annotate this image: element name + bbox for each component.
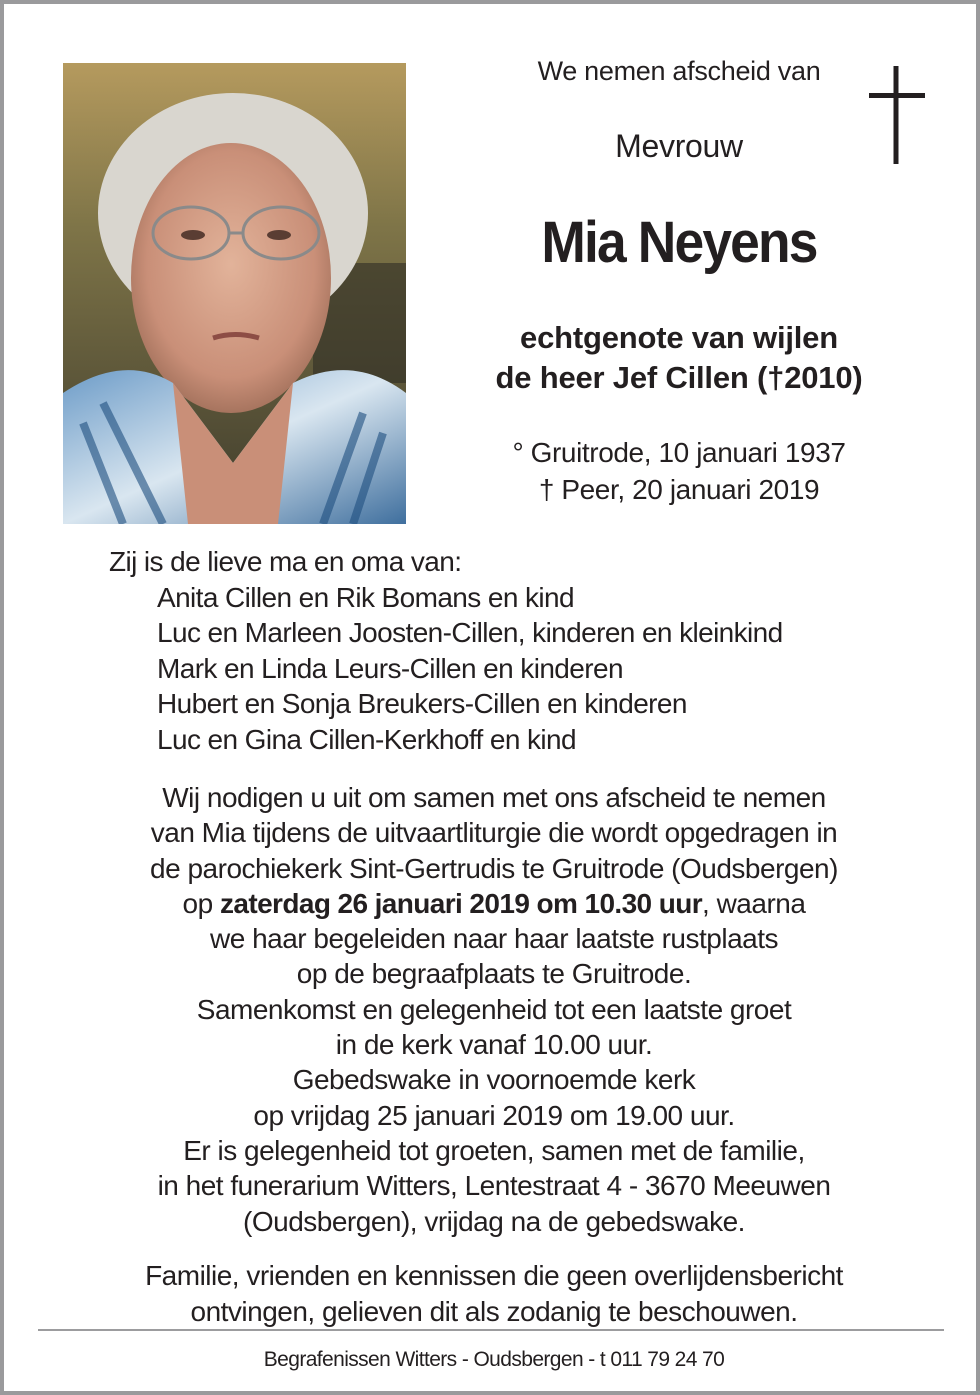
death-notice-card: [4, 4, 976, 1391]
family-heading: Zij is de lieve ma en oma van:: [109, 546, 462, 577]
spouse-line-2: de heer Jef Cillen (†2010): [495, 360, 863, 395]
cross-icon: [869, 66, 925, 164]
invitation-line: de parochiekerk Sint-Gertrudis te Gruitrode (Oudsbergen): [150, 852, 838, 884]
funeral-home-footer: Begrafenissen Witters - Oudsbergen - t 011 79 24 70: [263, 1348, 725, 1371]
closing-line: Familie, vrienden en kennissen die geen overlijdensbericht: [145, 1260, 843, 1291]
invitation-line: (Oudsbergen), vrijdag na de gebedswake.: [243, 1205, 745, 1237]
title-prefix: Mevrouw: [615, 128, 743, 164]
invitation-line: Er is gelegenheid tot groeten, samen met de familie,: [183, 1134, 805, 1166]
portrait-image: [63, 63, 406, 524]
life-dates: [444, 434, 914, 508]
funeral-invitation: [44, 780, 944, 1239]
invitation-line: we haar begeleiden naar haar laatste rustplaats: [210, 923, 778, 955]
invitation-line: Gebedswake in voornoemde kerk: [292, 1064, 696, 1096]
invitation-line: op vrijdag 25 januari 2019 om 19.00 uur.: [253, 1099, 735, 1131]
invitation-line: Samenkomst en gelegenheid tot een laatste groet: [196, 993, 792, 1025]
birth-date: ° Gruitrode, 10 januari 1937: [512, 437, 846, 468]
spouse-info: [444, 318, 914, 398]
closing-line: ontvingen, gelieven dit als zodanig te beschouwen.: [190, 1295, 798, 1327]
closing-note: [44, 1258, 944, 1329]
family-member: Luc en Gina Cillen-Kerkhoff en kind: [157, 723, 576, 755]
invitation-date-suffix: , waarna: [702, 887, 806, 919]
family-member: Hubert en Sonja Breukers-Cillen en kinderen: [157, 688, 687, 719]
invitation-line: van Mia tijdens de uitvaartliturgie die wordt opgedragen in: [150, 817, 838, 849]
family-member: Anita Cillen en Rik Bomans en kind: [157, 581, 574, 613]
invitation-line: in de kerk vanaf 10.00 uur.: [335, 1029, 653, 1061]
invitation-line: op de begraafplaats te Gruitrode.: [296, 958, 692, 990]
funeral-datetime: zaterdag 26 januari 2019 om 10.30 uur: [219, 887, 703, 919]
spouse-line-1: echtgenote van wijlen: [520, 320, 838, 355]
invitation-line: in het funerarium Witters, Lentestraat 4 - 3670 Meeuwen: [157, 1170, 831, 1202]
death-date: † Peer, 20 januari 2019: [538, 474, 820, 505]
deceased-name: Mia Neyens: [541, 210, 817, 275]
invitation-line-date: [44, 886, 944, 921]
family-member: Luc en Marleen Joosten-Cillen, kinderen en kleinkind: [157, 617, 783, 648]
portrait-photo: [63, 63, 406, 524]
intro-text: We nemen afscheid van: [537, 56, 821, 86]
invitation-line: Wij nodigen u uit om samen met ons afscheid te nemen: [162, 782, 826, 813]
family-list: [109, 544, 783, 757]
invitation-date-prefix: op: [182, 887, 220, 919]
footer-divider: [38, 1329, 944, 1331]
family-member: Mark en Linda Leurs-Cillen en kinderen: [157, 652, 623, 684]
